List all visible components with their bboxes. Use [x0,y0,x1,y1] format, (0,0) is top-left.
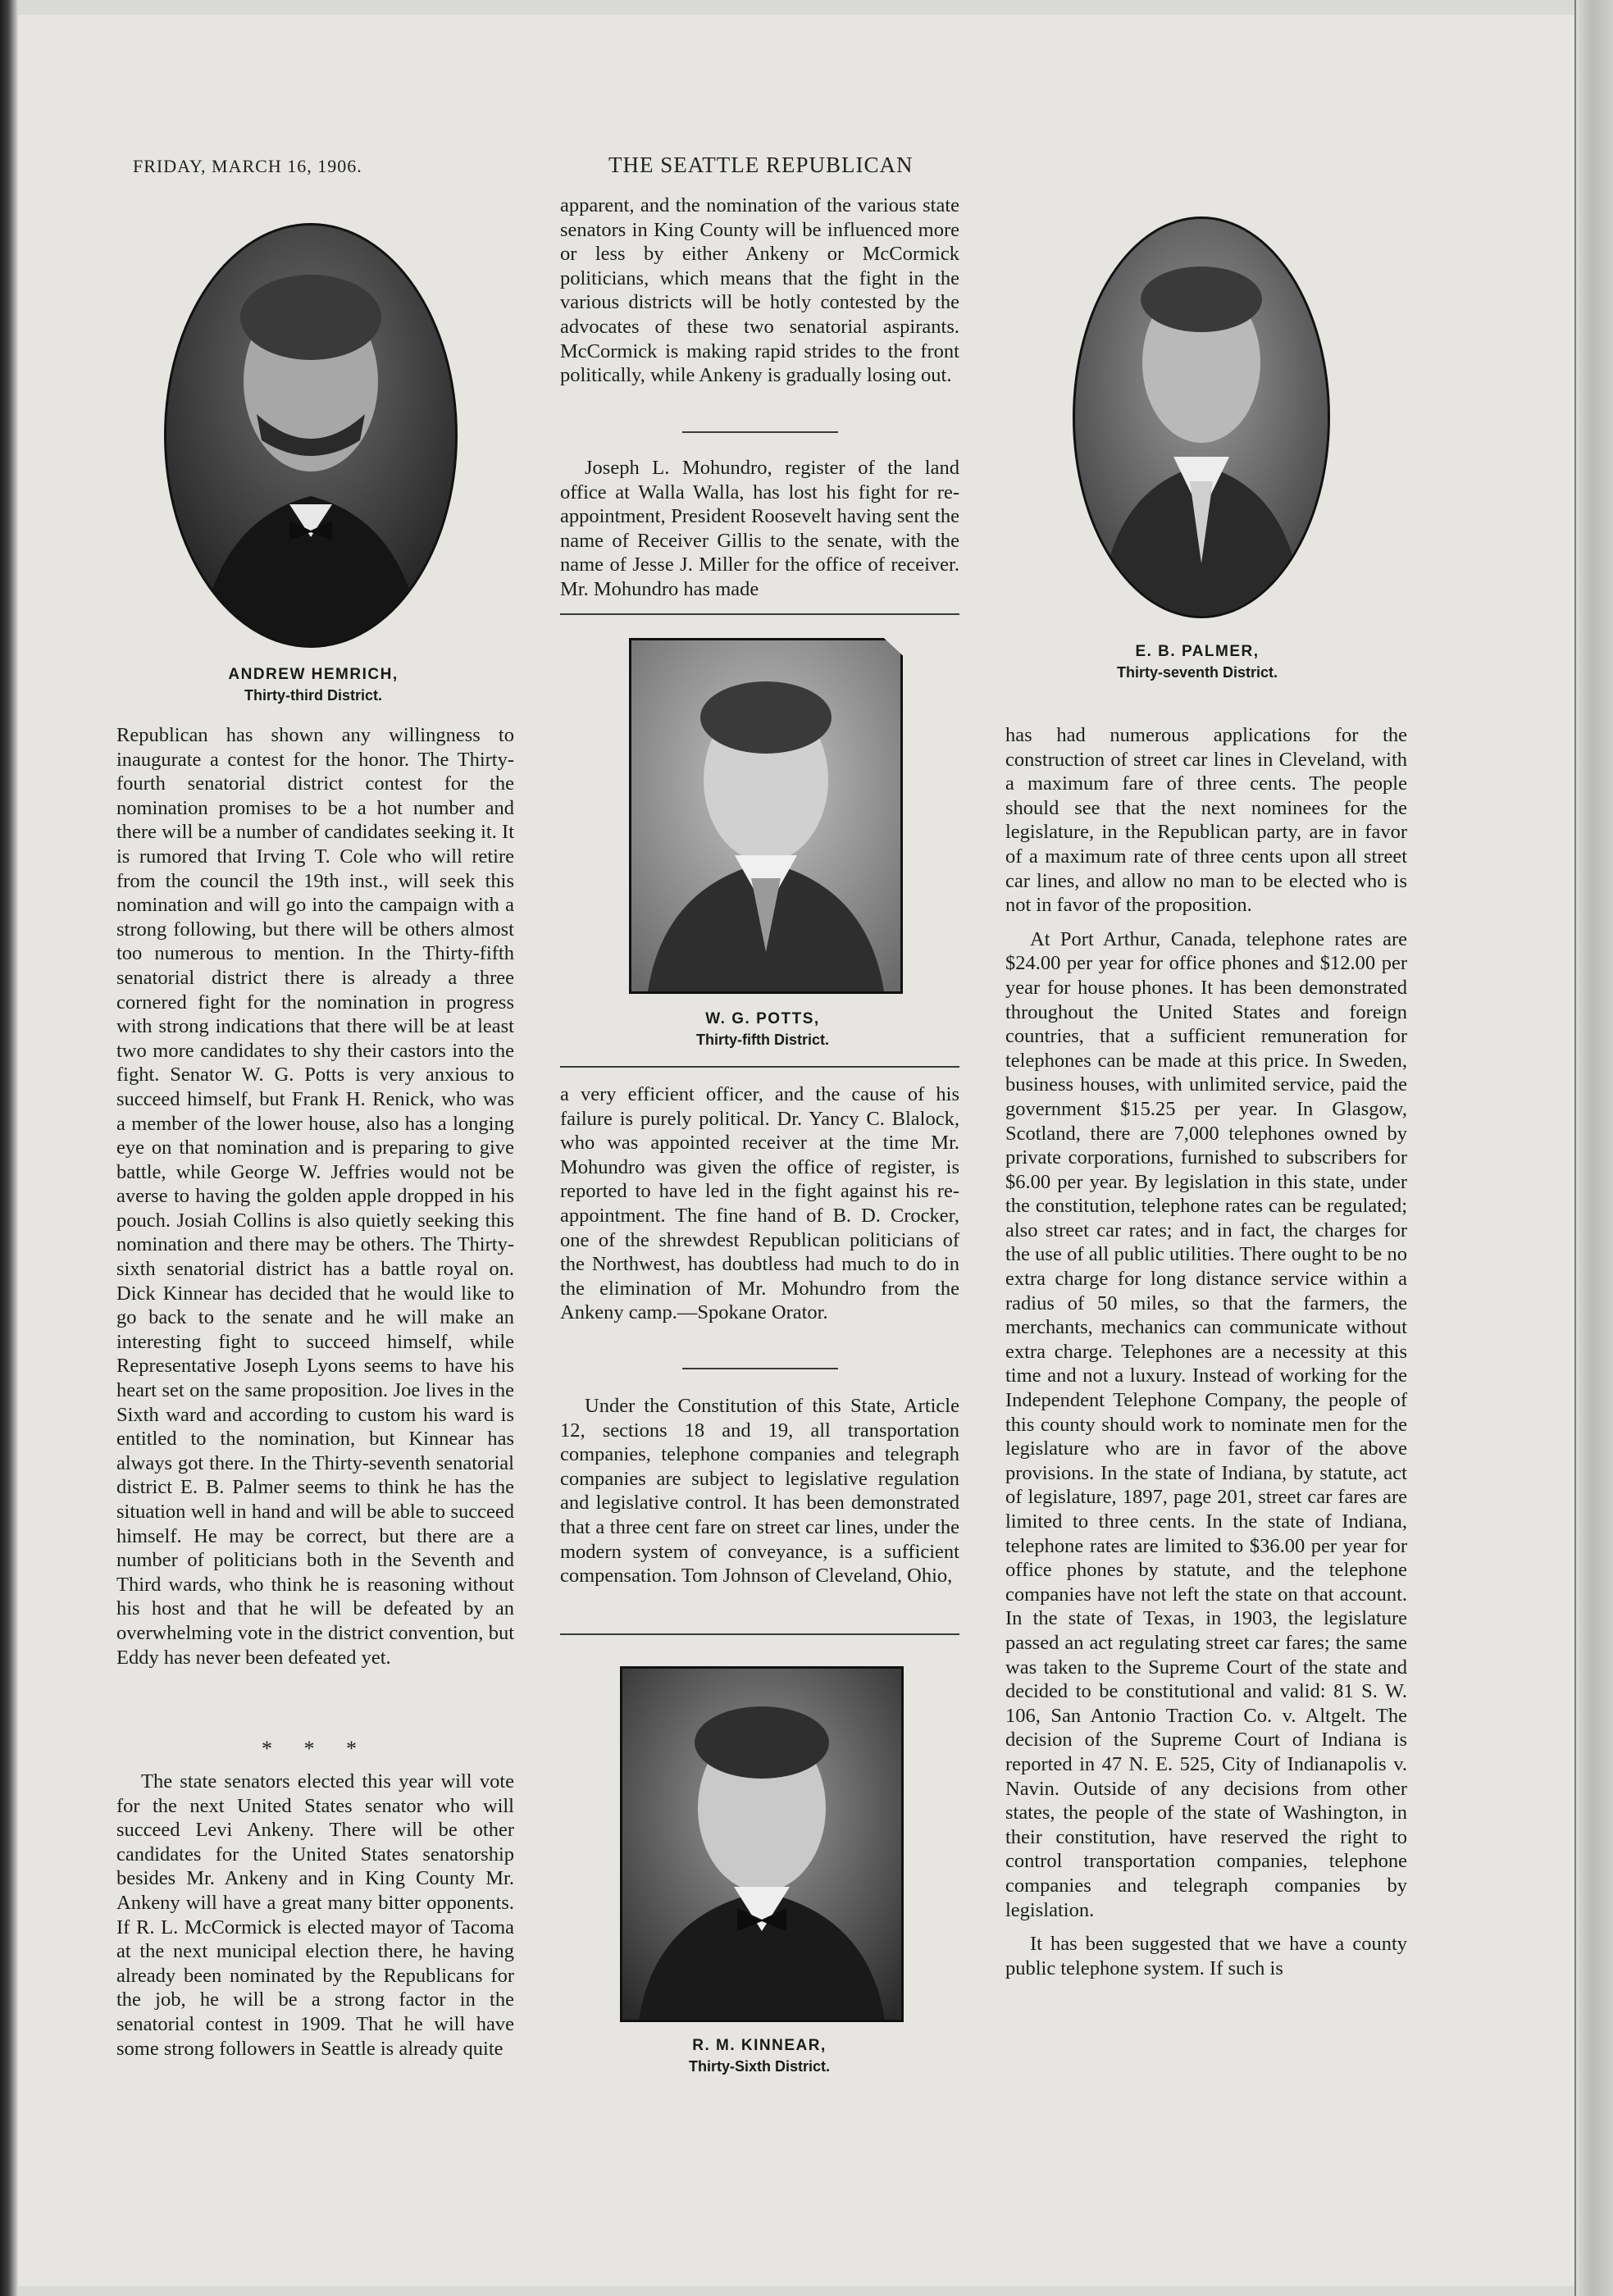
portrait-kinnear [620,1666,904,2022]
issue-date: FRIDAY, MARCH 16, 1906. [133,156,362,176]
column-2-constitution [560,1394,959,1588]
caption-district: Thirty-seventh District. [1116,664,1278,681]
caption-name: E. B. PALMER, [1135,643,1260,660]
article-paragraph: has had numerous applications for the construction of street car lines in Cleveland, with a maximum fare of three cents. The people should see that the next nominees for the legislature, in the Republican party, are in favor of a maximum rate of three cents upon all street car lines, and allow no man to be elected who is not in favor of the proposition. [1005,724,1407,917]
column-2-top [560,194,959,388]
caption-district: Thirty-third District. [244,687,382,704]
section-rule [682,1368,838,1369]
caption-name: R. M. KINNEAR, [692,2037,827,2054]
portrait-palmer [1073,216,1330,618]
article-paragraph: At Port Arthur, Canada, telephone rates are $24.00 per year for office phones and $12.00 per year for house phones. It has been demonstrated throughout the United States and foreign countries, that a sufficient remuneration for telephones can be made at this price. In Sweden, business houses, with unlimited service, paid the government $15.25 per year. In Glasgow, Scotland, there are 7,000 telephones owned by private corporations, furnished to subscribers for $6.00 per year. By legislation in this state, under the constitution, telephone rates can be regulated; also street car rates; and in fact, the charges for the use of all public utilities. There ought to be no extra charge for long distance service within a radius of 50 miles, so that the farmers, the merchants, mechanics can communicate without extra charge. Telephones are a necessity at this time and not a luxury. Instead of working for the Independent Telephone Company, the people of this county should work to nominate men for the legislature who are in favor of the above provisions. In the state of Indiana, by statute, act of legislature, 1897, page 201, street car fares are limited to three cents. In the state of Indiana, telephone rates are limited to $36.00 per year for office phones by statute, and the telephone companies have not left the state on that account. In the state of Texas, in 1903, the legislature passed an act regulating street car fares; the same was taken to the Supreme Court of the state and decided to be constitutional and valid: 81 S. W. 106, San Antonio Traction Co. v. Altgelt. The decision of the Supreme Court of Indiana is reported in 47 N. E. 525, City of Indianapolis v. Navin. Outside of any decisions from other states, the people of the state of Washington, in their constitution, have reserved the right to control transportation companies, telephone companies and telegraph companies by legislation. [1005,927,1407,1921]
caption-name: ANDREW HEMRICH, [228,666,399,683]
caption-kinnear [636,2037,882,2075]
section-rule [682,431,838,433]
caption-district: Thirty-Sixth District. [688,2058,831,2075]
portrait-potts [629,638,903,994]
caption-palmer [1074,643,1320,681]
article-paragraph: Joseph L. Mohundro, register of the land office at Walla Walla, has lost his fight for re-appointment, President Roosevelt having sent the name of Receiver Gillis to the senate, with the name of Jesse J. Miller for the office of receiver. Mr. Mohundro has made [560,457,959,600]
caption-hemrich [190,666,436,704]
column-1-continued [116,1770,514,2061]
column-rule [560,1066,959,1068]
article-paragraph: a very efficient officer, and the cause of his failure is purely political. Dr. Yancy C. Blalock, who was appointed receiver at the time Mr. Mohundro was given the office of register, is reported to have led in the fight against his re-appointment. The fine hand of B. D. Crocker, one of the shrewdest Republican politicians of the Northwest, has doubtless had much to do in the elimination of Mr. Mohundro from the Ankeny camp.—Spokane Orator. [560,1083,959,1324]
article-paragraph: It has been suggested that we have a county public telephone system. If such is [1005,1933,1407,1979]
portrait-hemrich [164,223,458,648]
column-rule [560,1633,959,1635]
caption-potts [640,1010,886,1049]
section-stars: * * * [262,1737,370,1761]
caption-name: W. G. POTTS, [705,1010,820,1027]
article-paragraph: Republican has shown any willingness to inaugurate a contest for the honor. The Thirty-fourth senatorial district contest for the nomination promises to be a hot number and there will be a number of candidates seeking it. It is rumored that Irving T. Cole who will retire from the council the 19th inst., will seek this nomination and will go into the campaign with a strong following, but there will be others almost too numerous to mention. In the Thirty-fifth senatorial district there is already a three cornered fight for the nomination in progress with strong indications that there will be at least two more candidates to shy their castors into the fight. Senator W. G. Potts is very anxious to succeed himself, but Frank H. Renick, who was a member of the lower house, also has a longing eye on that nomination and is preparing to give battle, while George W. Jeffries would not be averse to having the golden apple dropped in his pouch. Josiah Collins is also quietly seeking this nomination and there may be others. The Thirty-sixth senatorial district has a battle royal on. Dick Kinnear has decided that he would like to go back to the senate and he will make an interesting fight to succeed himself, while Representative Joseph Lyons seems to have his heart set on the same proposition. Joe lives in the Sixth ward and according to custom his ward is entitled to the nomination, but Kinnear has always got there. In the Thirty-seventh senatorial district E. B. Palmer seems to think he has the situation well in hand and will be able to succeed himself. He may be correct, but there are a number of politicians both in the Seventh and Third wards, who think he is reasoning without his host and that he will be defeated by an overwhelming vote in the district convention, but Eddy has never been defeated yet. [116,724,514,1669]
column-2-mohundro [560,456,959,602]
caption-district: Thirty-fifth District. [696,1032,829,1048]
column-2-continued [560,1082,959,1325]
article-paragraph: Under the Constitution of this State, Article 12, sections 18 and 19, all transportation companies, telephone companies and telegraph companies are subject to legislative regulation and legislative control. It has been demonstrated that a three cent fare on street car lines, under the modern system of conveyance, is a sufficient compensation. Tom Johnson of Cleveland, Ohio, [560,1395,959,1588]
article-paragraph: The state senators elected this year will vote for the next United States senator who will succeed Levi Ankeny. There will be other candidates for the United States senatorship besides Mr. Ankeny and in King County Mr. Ankeny will have a great many bitter opponents. If R. L. McCormick is elected mayor of Tacoma at the next municipal election there, he having already been nominated by the Republicans for the job, he will be a strong factor in the senatorial contest in 1909. That he will have some strong followers in Seattle is already quite [116,1770,514,2060]
column-rule [560,613,959,615]
column-3 [1005,723,1407,1980]
page-fold [1574,0,1613,2296]
column-1 [116,723,514,1670]
article-paragraph: apparent, and the nomination of the various state senators in King County will be influenced more or less by either Ankeny or McCormick politicians, which means that the fight in the various districts will be hotly contested by the advocates of these two senatorial aspirants. McCormick is making rapid strides to the front politically, while Ankeny is gradually losing out. [560,194,959,387]
newspaper-title: THE SEATTLE REPUBLICAN [608,153,914,177]
